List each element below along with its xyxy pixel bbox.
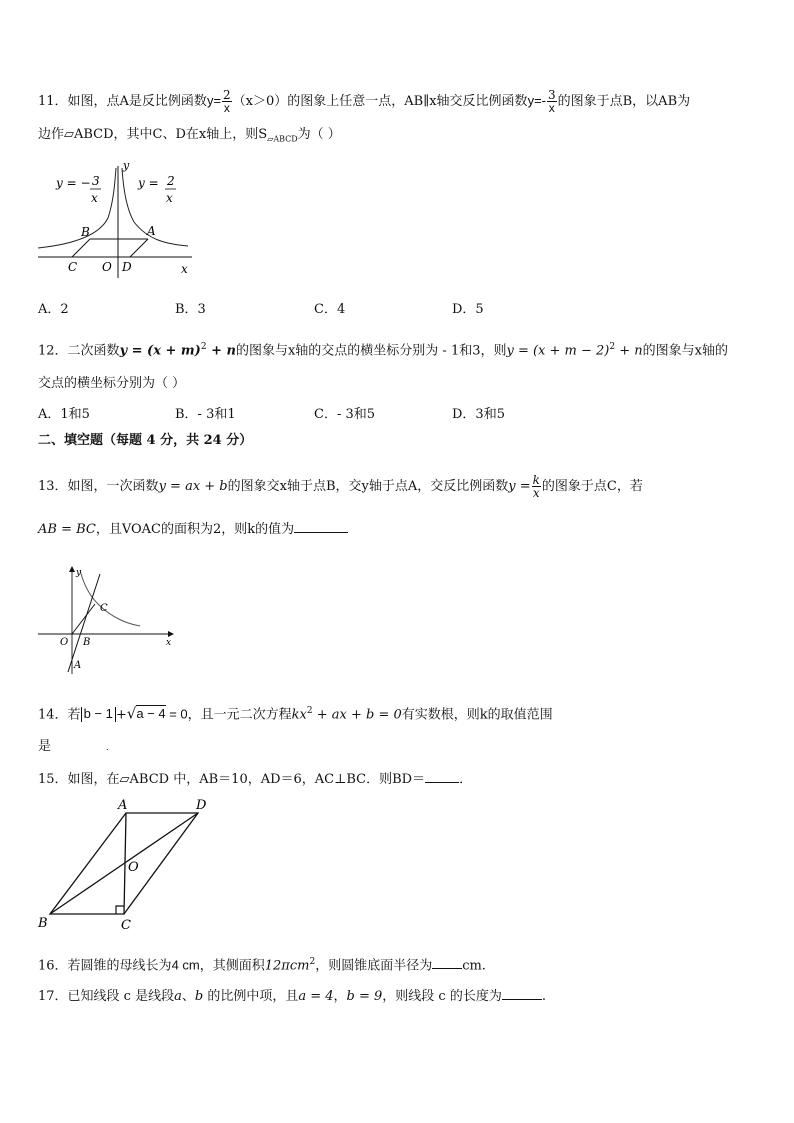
q11-option-b: B．3 — [175, 302, 206, 317]
q11-right-func-lhs: y = — [138, 176, 159, 190]
q12-formula2: y = (x + m − 2) — [506, 343, 610, 359]
q12-text-b: 的图象与x轴的交点的横坐标分别为 - 1和3，则 — [235, 343, 507, 359]
q12-option-b: B．- 3和1 — [175, 407, 236, 422]
q13-x-arrow — [168, 631, 174, 637]
q11-right-func-num: 2 — [167, 174, 175, 188]
q14-number: 14． — [38, 707, 68, 723]
q11-label-o: O — [102, 260, 112, 274]
q11-f2-num: 3 — [547, 88, 556, 102]
q11-text-b: （x＞0）的图象上任意一点，AB∥x轴交反比例函数 — [232, 94, 528, 109]
q13-f-fraction — [532, 474, 541, 499]
q15-right-angle-mark — [116, 906, 124, 914]
q17-text-b: 的比例中项，且 — [203, 989, 299, 1004]
q11-text-a: 如图，点A是反比例函数 — [67, 94, 207, 109]
q16-text-b: ，其侧面积 — [199, 958, 265, 974]
q13-text-a: 如图，一次函数 — [67, 479, 159, 494]
q12-formula2-tail: + n — [615, 343, 643, 359]
q11-figure — [36, 160, 196, 280]
q11-f1-lhs: y= — [206, 93, 222, 108]
q13-label-b: B — [83, 637, 91, 648]
q17-number: 17． — [38, 989, 68, 1004]
q12-formula1: y = (x + m) — [119, 343, 201, 359]
q14-abs — [81, 707, 116, 722]
q14-eq-part2: + ax + b = 0 — [312, 707, 402, 723]
q12-formula1-exp: 2 — [200, 342, 207, 352]
q11-f1-den: x — [223, 101, 230, 115]
q11-option-c: C．4 — [314, 302, 346, 317]
q14-eq-exp: 2 — [306, 706, 313, 716]
q13-line — [68, 574, 100, 672]
q12-line1 — [38, 339, 728, 359]
q11-label-c: C — [68, 260, 78, 274]
q11-f2-den: x — [548, 101, 555, 115]
q11-label-b: B — [81, 225, 90, 239]
q11-segment-ad — [130, 239, 148, 257]
q14-line2 — [38, 739, 109, 756]
q16-line — [38, 954, 486, 974]
q17-text-a: 已知线段 c 是线段 — [67, 989, 175, 1004]
q17-cond1: a = 4 — [298, 989, 334, 1004]
q14-text-c: 有实数根，则k的取值范围 — [401, 707, 553, 723]
q15-label-b: B — [38, 916, 48, 931]
q13-figure — [36, 564, 176, 676]
q13-line2-formula: AB = BC — [38, 522, 96, 537]
q13-segment-oc — [72, 604, 95, 634]
q17-comma: ， — [333, 989, 347, 1004]
q17-answer-blank[interactable] — [502, 999, 542, 1000]
q11-f2-fraction — [547, 89, 557, 114]
q13-formula1: y = ax + b — [158, 479, 228, 494]
q11-label-d: D — [122, 260, 132, 274]
q15-text: 如图，在▱ABCD 中，AB＝10，AD＝6，AC⊥BC．则BD＝ — [67, 772, 426, 787]
q13-line1 — [38, 474, 643, 499]
q11-y-label: y — [123, 160, 130, 172]
q11-text-c: 的图象于点B，以AB为 — [557, 94, 691, 109]
q13-text-c: 的图象于点C，若 — [541, 479, 643, 494]
q17-var-a: a — [174, 989, 182, 1004]
q16-val2: 12πcm — [264, 958, 310, 974]
q14-line2-text: 是 — [38, 739, 52, 754]
q15-label-a: A — [118, 798, 128, 813]
q14-text-a: 若 — [67, 707, 81, 723]
q15-label-c: C — [121, 918, 131, 933]
q12-formula1-tail: + n — [206, 343, 236, 359]
q15-label-d: D — [196, 798, 207, 813]
q15-line — [38, 772, 472, 788]
q11-line2-b: 为（ ） — [297, 127, 341, 142]
q11-left-func-lhs: y = − — [56, 176, 91, 190]
q15-answer-blank[interactable] — [425, 782, 459, 783]
q12-option-a: A．1和5 — [38, 407, 90, 422]
q14-line2-dot: . — [106, 743, 109, 752]
q13-f-num: k — [532, 473, 540, 487]
q13-f-den: x — [532, 486, 540, 500]
q16-text-a: 若圆锥的母线长为 — [67, 958, 172, 974]
q17-line — [38, 989, 546, 1005]
q11-line2-a: 边作▱ABCD，其中C、D在x轴上，则S — [38, 127, 268, 142]
q16-text-d: cm. — [462, 958, 486, 974]
q13-f-lhs: y = — [508, 479, 531, 494]
q16-val1: 4 cm — [171, 957, 200, 973]
q14-eq0: = 0 — [165, 706, 188, 722]
q13-label-c: C — [100, 603, 108, 614]
q11-x-label: x — [181, 262, 188, 276]
q13-answer-blank[interactable] — [294, 532, 348, 533]
q13-label-a: A — [74, 660, 82, 671]
q11-segment-bc — [72, 239, 90, 257]
q12-option-c: C．- 3和5 — [314, 407, 376, 422]
q12-line2: 交点的横坐标分别为（ ） — [38, 376, 186, 391]
q14-sqrt-expr: a − 4 — [136, 706, 166, 722]
q12-text-c: 的图象与x轴的 — [642, 343, 728, 359]
q12-formula2-exp: 2 — [609, 342, 616, 352]
q14-text-b: ，且一元二次方程 — [187, 707, 292, 723]
q12-number: 12． — [38, 343, 68, 359]
q13-y-label: y — [76, 568, 82, 578]
q16-answer-blank[interactable] — [432, 968, 462, 969]
q12-text-a: 二次函数 — [67, 343, 120, 359]
q14-sqrt-sign: √ — [126, 704, 137, 723]
q15-end: ． — [459, 772, 473, 787]
q15-number: 15． — [38, 772, 68, 787]
q14-line1 — [38, 703, 553, 723]
q13-number: 13． — [38, 479, 68, 494]
q13-y-arrow — [69, 566, 75, 572]
q14-eq-part1: kx — [291, 707, 307, 723]
q11-left-func-den: x — [91, 191, 98, 205]
q13-x-label: x — [166, 638, 172, 648]
q15-label-o: O — [128, 860, 139, 875]
q11-f1-fraction — [222, 89, 232, 114]
q11-f2-lhs: y=- — [527, 93, 546, 108]
q11-line2-sub: ▱ABCD — [267, 134, 298, 144]
q11-left-func-num: 3 — [92, 174, 100, 188]
q12-option-d: D．3和5 — [452, 407, 505, 422]
q11-option-d: D．5 — [452, 302, 484, 317]
q16-val2-exp: 2 — [309, 957, 316, 967]
q13-hyperbola — [80, 570, 140, 626]
q17-text-c: ，则线段 c 的长度为 — [382, 989, 502, 1004]
q11-number: 11． — [38, 94, 68, 109]
q16-number: 16． — [38, 958, 68, 974]
q17-end: . — [541, 989, 546, 1004]
q14-abs-expr: b − 1 — [83, 706, 113, 722]
q11-label-a: A — [147, 224, 156, 238]
q13-line2 — [38, 522, 348, 538]
q11-option-a: A．2 — [38, 302, 69, 317]
q11-f1-num: 2 — [223, 88, 231, 102]
q17-var-b: b — [194, 989, 204, 1004]
q11-line2 — [38, 127, 341, 148]
q17-cond2: b = 9 — [346, 989, 383, 1004]
q13-text-b: 的图象交x轴于点B，交y轴于点A，交反比例函数 — [227, 479, 509, 494]
q14-plus: + — [115, 707, 127, 723]
section2-title: 二、填空题（每题 4 分，共 24 分） — [38, 433, 253, 448]
q15-figure — [34, 796, 214, 936]
q11-line1 — [38, 89, 690, 114]
q13-label-o: O — [60, 637, 69, 648]
q13-line2-text: ，且VOAC的面积为2，则k的值为 — [95, 522, 295, 537]
q17-sep: 、 — [181, 989, 195, 1004]
q16-text-c: ，则圆锥底面半径为 — [315, 958, 433, 974]
q11-right-func-den: x — [166, 191, 173, 205]
